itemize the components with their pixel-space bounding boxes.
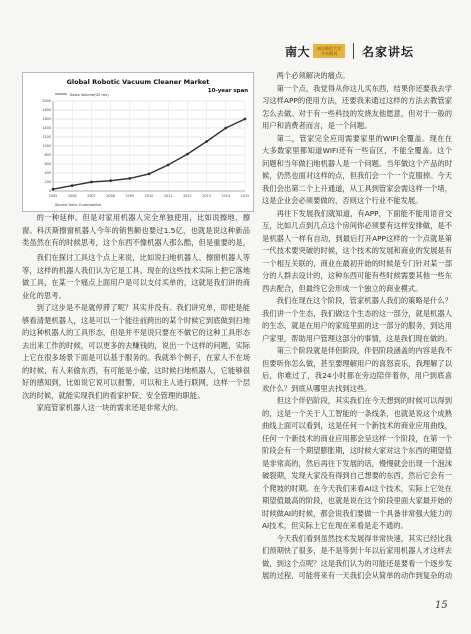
x-tick-label: 2013 (202, 194, 211, 198)
header-divider (353, 43, 354, 59)
badge-line-1: 南京师范大学 (317, 46, 342, 51)
paragraph: 家庭管家机器人这一块的需求还是非常大的。 (36, 403, 183, 412)
y-tick-label: 1200 (42, 135, 51, 140)
data-point (148, 173, 151, 176)
data-point (109, 179, 112, 182)
paragraph: 再往下发展我们就知道，有APP，下面能不能用语音交互，比如几点到几点这个房间你必须要有这样安排做，是不是机器人一样有自动，到最后打开APP这样的一个点就是第一代技术要突破的时候，这个技术的发展和商业的发展是有一个相互关联的，商业在最初开始的时候是专门针对某一部分的人群去设计的，这种东西可能有些时候需要其他一些东西去配合，但最终它会形成一个独立的商业模式。 (262, 208, 452, 293)
x-tick-label: 2014 (221, 194, 231, 198)
badge-line-2: 学术期刊 (321, 51, 338, 56)
data-point (167, 164, 170, 167)
y-tick-label: 1400 (42, 126, 51, 131)
x-tick-label: 2010 (144, 194, 154, 198)
chart-source: Source from: Euromonitor (55, 203, 102, 207)
column-title: 名家讲坛 (362, 44, 415, 59)
data-point (244, 118, 247, 121)
x-tick-label: 2006 (67, 194, 77, 198)
y-tick-label: 1800 (42, 108, 51, 113)
brand-badge (313, 44, 345, 58)
right-column (262, 70, 452, 580)
x-tick-label: 2012 (183, 194, 192, 198)
brand-name: 南大 (285, 44, 311, 59)
chart-svg (23, 73, 253, 211)
paragraph: 第一个点，我觉得从你这儿买东西，结果你还要我去学习这样APP的使用方法，还要我来通过这样的方法去教管家怎么去做。对于有一些科技的发烧友他愿意，但对于一般的用户和消费者而言，是一个问题。 (262, 83, 452, 130)
page-number: 15 (435, 600, 448, 611)
x-tick-label: 2011 (163, 194, 173, 198)
page-header (285, 40, 455, 62)
y-tick-label: 0 (48, 189, 51, 194)
paragraph: 两个必须解决的痛点。 (276, 71, 350, 80)
x-tick-label: 2007 (87, 194, 96, 198)
paragraph: 的一种延伸。但是对家用机器人完全单独使用，比如说擦地、擦窗。科沃斯擦窗机器人今年的销售额也要过1.5亿，也就是说这种新品类虽然在有的时候思考，这个东西不像机器人那么酷，但是重要的是， (22, 213, 250, 247)
paragraph: 但这个伴侣阶段，其实我们在今天想到的时候可以得到的，这是一个关于人工智能的一条线条，也就是说这个成熟曲线上面可以看到，这是任何一个新技术的商业应用曲线，任何一个新技术的商业应用都会呈这样一个阶段，在第一个阶段会有一个期望膨胀期，这时候大家对这个东西的期望值是非常高的，然后再往下发展的话，慢慢就会出现一个泡沫破裂期，发现大家没有得到自己想要的东西，然后它会有一个爬坡的时期。在今天我们来看AI这个技术，实际上它处在期望值最高的阶段，也就是说在这个阶段里面大家最开始的时候做AI的时候，都会说我们要做一个具备非常强大能力的AI技术，但实际上它在现在来看是走不通的。 (262, 396, 452, 530)
paragraph: 我们在现在这个阶段，管家机器人我们的策略是什么？我们讲一个生态，我们做这个生态的这一部分，就是机器人的生态，就是在用户的家庭里面的这一部分的服务，到达用户家里，帮助用户管理这部分的事情，这是我们现在做的。 (262, 296, 452, 343)
left-column-top (22, 212, 250, 252)
data-point (224, 127, 227, 130)
legend-label: Sales Volume(US mn) (70, 93, 109, 97)
y-tick-label: 600 (44, 162, 51, 167)
data-point (128, 177, 131, 180)
paragraph: 到了这步是不是就停滞了呢？其实并没有。我们讲究单，即使是能够看清楚机器人，这是可以一个能往前跨出的某个时候它到底做到扫地的这种机器人的工具形态，但是并不是说只要在不做它的这种工具形态去出来工作的时候，可以更多的去赚钱的，说出一个这样的问题，实际上它在很多场景下面是可以基于服务的。我就举个例子，在家人不在场的时候，有人来偷东西，有可能是小偷，这时候扫地机器人，它能够很好的感知到，比如说它说可以报警，可以和主人进行联网，这样一个层次的时候，就能实现我们的看家护院、安全管理的职能。 (22, 303, 250, 400)
chart-subtitle: 10-year span (207, 88, 249, 94)
y-tick-label: 800 (44, 153, 51, 158)
x-tick-label: 2008 (106, 194, 115, 198)
y-tick-label: 1600 (42, 117, 51, 122)
data-point (205, 140, 208, 143)
y-tick-label: 200 (44, 180, 51, 185)
paragraph: 我们在探讨工具这个点上来说，比如说扫地机器人、擦窗机器人等等，这样的机器人我们认为它是工具。现在的这些技术实际上把它落地做工具，在某一个痛点上面用户是可以支付买单的，这就是我们讲的商业化的思考。 (22, 253, 250, 300)
y-tick-label: 2000 (42, 99, 51, 104)
left-column (22, 252, 250, 577)
paragraph: 今天我们看到虽然技术发展得非常快速，其实已经比我们预期快了很多，是不是等到十年以后家用机器人才这样去做，到这个点呢？这是我们认为的可能还是要看一个逐步发展的过程，可能将来有一天我们会从简单的动作到复杂的动 (262, 533, 452, 580)
x-tick-label: 2015 (240, 194, 250, 198)
paragraph: 第二，管家完全应用需要家里的WIFI全覆盖。现在在大多数家里都知道WIFI还有一些盲区，不能全覆盖。这个问题和当年做扫地机器人是一个问题。当年做这个产品的时候，仍然也面对这样的点，但我们会一个一个克服掉。今天我们会出第二个上升通道，从工具到管家会需这样一个堵，这是企业会必须要做的，否则这个行业不能发展。 (262, 133, 452, 205)
data-point (52, 188, 55, 191)
data-point (71, 184, 74, 187)
x-tick-label: 2005 (48, 194, 58, 198)
market-chart (22, 72, 254, 212)
x-tick-label: 2009 (125, 194, 135, 198)
y-tick-label: 400 (44, 171, 51, 176)
y-tick-label: 1000 (42, 144, 51, 149)
chart-title: Global Robotic Vacuum Cleaner Market (66, 78, 210, 86)
data-point (90, 181, 93, 184)
paragraph: 第三个阶段就是伴侣阶段，伴侣阶段涵盖的内容是我不但要听你怎么做，甚至要理解用户的喜怒哀乐，我理解了以后，你难过了，我24小时都在旁边陪伴着你，用户到底喜欢什么？到底从哪里去找到这些。 (262, 346, 452, 393)
data-point (186, 153, 189, 156)
